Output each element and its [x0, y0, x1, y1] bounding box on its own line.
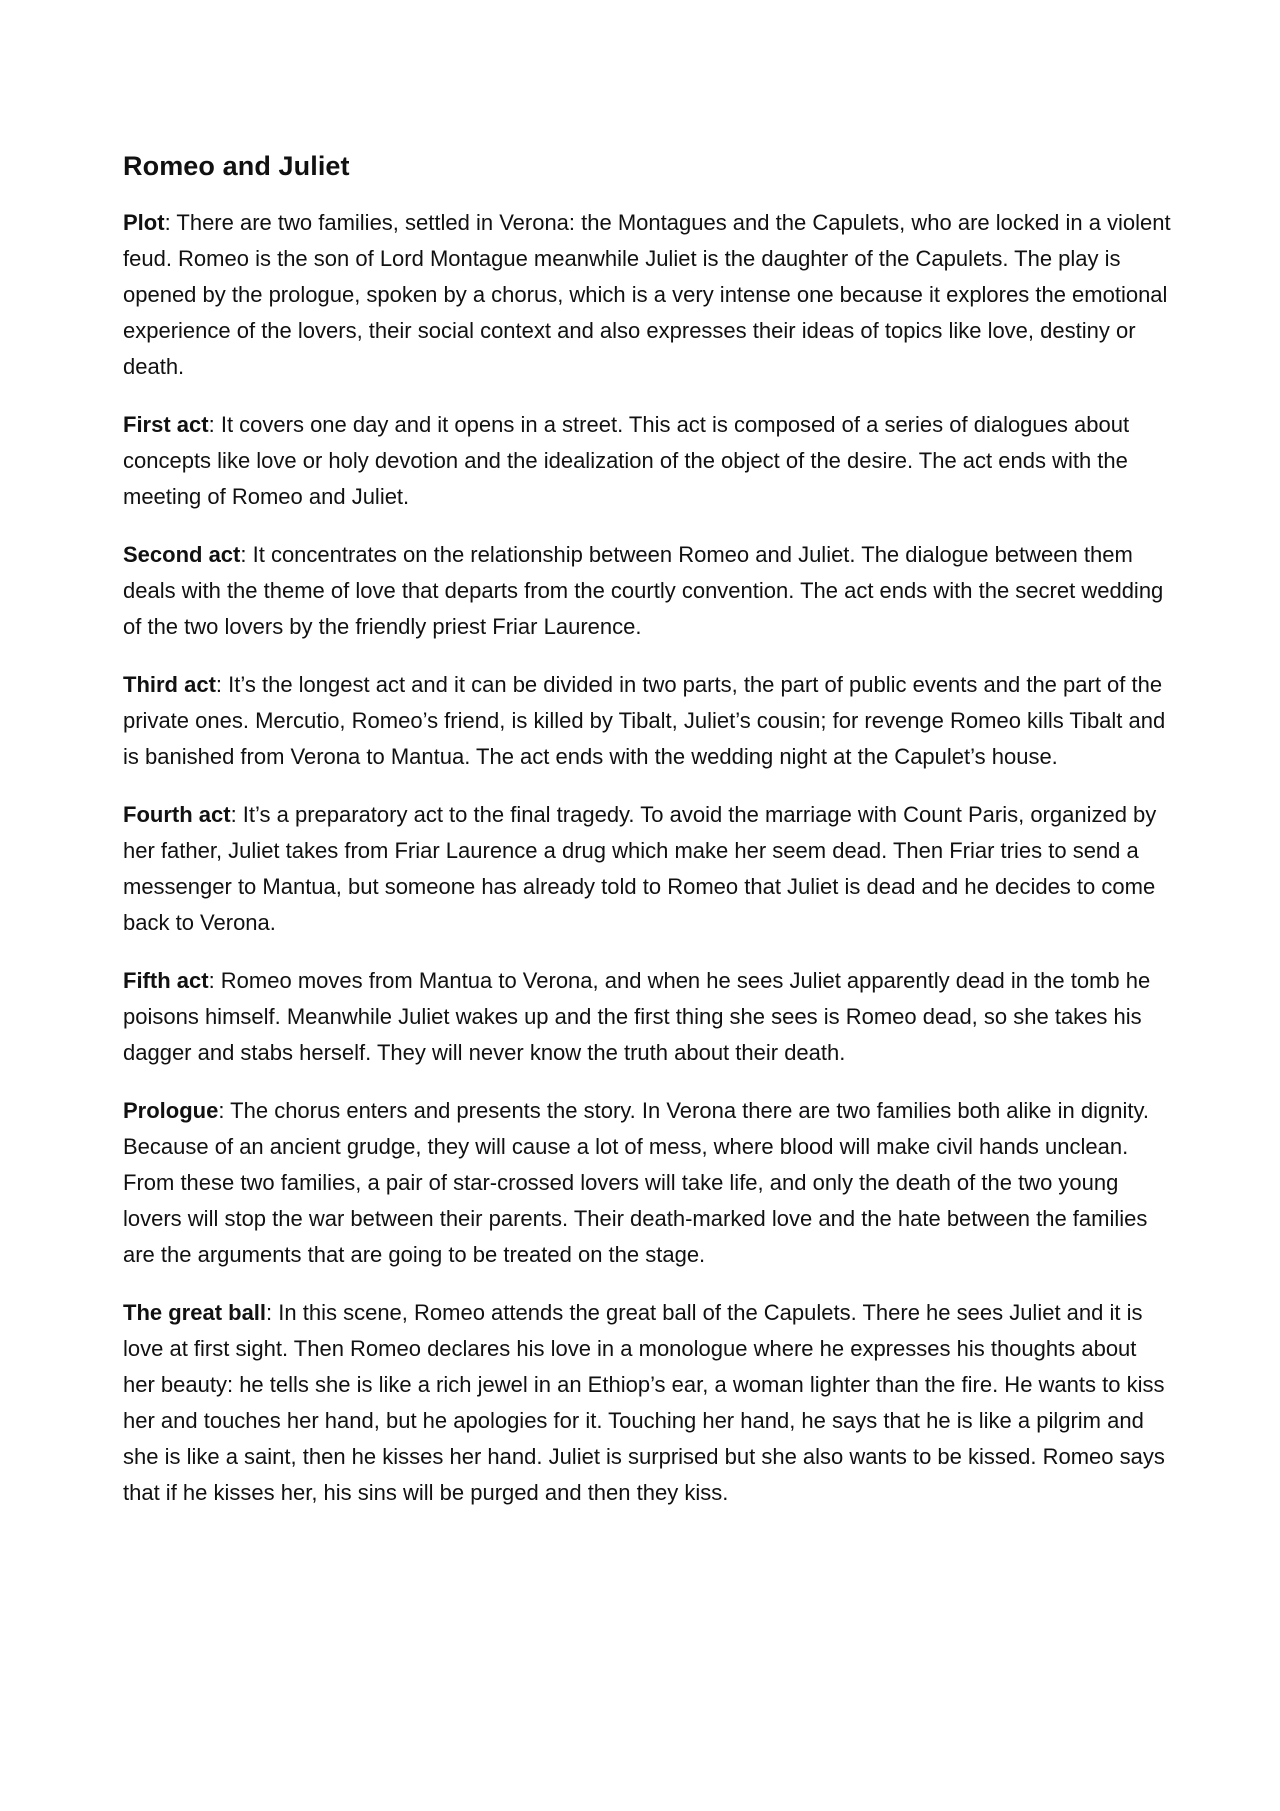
section-second-act: Second act: It concentrates on the relationship between Romeo and Juliet. The dialogue between them deals with the theme of love that departs from the courtly convention. The act ends with the secret wedding of the two lovers by the friendly priest Friar Laurence. — [123, 541, 1164, 639]
section-label: First act — [123, 411, 209, 437]
document-title: Romeo and Juliet — [123, 151, 350, 181]
section-text: It’s the longest act and it can be divided in two parts, the part of public events and the part of the private ones. Mercutio, Romeo’s friend, is killed by Tibalt, Juliet’s cousin; for revenge Romeo kills Tibalt and is banished from Verona to Mantua. The act ends with the wedding night at the Capulet’s house. — [123, 671, 1166, 769]
section-fourth-act: Fourth act: It’s a preparatory act to the final tragedy. To avoid the marriage with Count Paris, organized by her father, Juliet takes from Friar Laurence a drug which make her seem dead. Then Friar tries to send a messenger to Mantua, but someone has already told to Romeo that Juliet is dead and he decides to come back to Verona. — [123, 801, 1157, 935]
section-third-act: Third act: It’s the longest act and it can be divided in two parts, the part of public events and the part of the private ones. Mercutio, Romeo’s friend, is killed by Tibalt, Juliet’s cousin; for revenge Romeo kills Tibalt and is banished from Verona to Mantua. The act ends with the wedding night at the Capulet’s house. — [123, 671, 1166, 769]
section-label: Third act — [123, 671, 216, 697]
section-label: The great ball — [123, 1299, 267, 1325]
section-first-act: First act: It covers one day and it opens in a street. This act is composed of a series of dialogues about concepts like love or holy devotion and the idealization of the object of the desire. The act ends with the meeting of Romeo and Juliet. — [123, 411, 1130, 509]
section-text: The chorus enters and presents the story. In Verona there are two families both alike in dignity. Because of an ancient grudge, they will cause a lot of mess, where blood will make civil hands unclean. From these two families, a pair of star-crossed lovers will take life, and only the death of the two young lovers will stop the war between their parents. Their death-marked love and the hate between the families are the arguments that are going to be treated on the stage. — [123, 1097, 1149, 1267]
document-page — [123, 150, 1173, 1533]
section-text: Romeo moves from Mantua to Verona, and when he sees Juliet apparently dead in the tomb he poisons himself. Meanwhile Juliet wakes up and the first thing she sees is Romeo dead, so she takes his dagger and stabs herself. They will never know the truth about their death. — [123, 967, 1151, 1065]
section-text: There are two families, settled in Verona: the Montagues and the Capulets, who are locked in a violent feud. Romeo is the son of Lord Montague meanwhile Juliet is the daughter of the Capulets. The play is opened by the prologue, spoken by a chorus, which is a very intense one because it explores the emotional experience of the lovers, their social context and also expresses their ideas of topics like love, destiny or death. — [123, 209, 1171, 379]
section-fifth-act: Fifth act: Romeo moves from Mantua to Verona, and when he sees Juliet apparently dead in the tomb he poisons himself. Meanwhile Juliet wakes up and the first thing she sees is Romeo dead, so she takes his dagger and stabs herself. They will never know the truth about their death. — [123, 967, 1151, 1065]
section-label: Fourth act — [123, 801, 231, 827]
section-text: In this scene, Romeo attends the great ball of the Capulets. There he sees Juliet and it is love at first sight. Then Romeo declares his love in a monologue where he expresses his thoughts about her beauty: he tells she is like a rich jewel in an Ethiop’s ear, a woman lighter than the fire. He wants to kiss her and touches her hand, but he apologies for it. Touching her hand, he says that he is like a pilgrim and she is like a saint, then he kisses her hand. Juliet is surprised but she also wants to be kissed. Romeo says that if he kisses her, his sins will be purged and then they kiss. — [123, 1299, 1165, 1505]
section-text: It concentrates on the relationship between Romeo and Juliet. The dialogue between them deals with the theme of love that departs from the courtly convention. The act ends with the secret wedding of the two lovers by the friendly priest Friar Laurence. — [123, 541, 1164, 639]
section-text: It covers one day and it opens in a street. This act is composed of a series of dialogues about concepts like love or holy devotion and the idealization of the object of the desire. The act ends with the meeting of Romeo and Juliet. — [123, 411, 1130, 509]
section-great-ball: The great ball: In this scene, Romeo attends the great ball of the Capulets. There he sees Juliet and it is love at first sight. Then Romeo declares his love in a monologue where he expresses his thoughts about her beauty: he tells she is like a rich jewel in an Ethiop’s ear, a woman lighter than the fire. He wants to kiss her and touches her hand, but he apologies for it. Touching her hand, he says that he is like a pilgrim and she is like a saint, then he kisses her hand. Juliet is surprised but she also wants to be kissed. Romeo says that if he kisses her, his sins will be purged and then they kiss. — [123, 1299, 1165, 1505]
section-label: Second act — [123, 541, 241, 567]
section-plot: Plot: There are two families, settled in Verona: the Montagues and the Capulets, who are locked in a violent feud. Romeo is the son of Lord Montague meanwhile Juliet is the daughter of the Capulets. The play is opened by the prologue, spoken by a chorus, which is a very intense one because it explores the emotional experience of the lovers, their social context and also expresses their ideas of topics like love, destiny or death. — [123, 209, 1171, 379]
section-label: Prologue — [123, 1097, 219, 1123]
section-prologue: Prologue: The chorus enters and presents the story. In Verona there are two families both alike in dignity. Because of an ancient grudge, they will cause a lot of mess, where blood will make civil hands unclean. From these two families, a pair of star-crossed lovers will take life, and only the death of the two young lovers will stop the war between their parents. Their death-marked love and the hate between the families are the arguments that are going to be treated on the stage. — [123, 1097, 1149, 1267]
section-label: Plot — [123, 209, 165, 235]
section-label: Fifth act — [123, 967, 209, 993]
section-text: It’s a preparatory act to the final tragedy. To avoid the marriage with Count Paris, organized by her father, Juliet takes from Friar Laurence a drug which make her seem dead. Then Friar tries to send a messenger to Mantua, but someone has already told to Romeo that Juliet is dead and he decides to come back to Verona. — [123, 801, 1157, 935]
